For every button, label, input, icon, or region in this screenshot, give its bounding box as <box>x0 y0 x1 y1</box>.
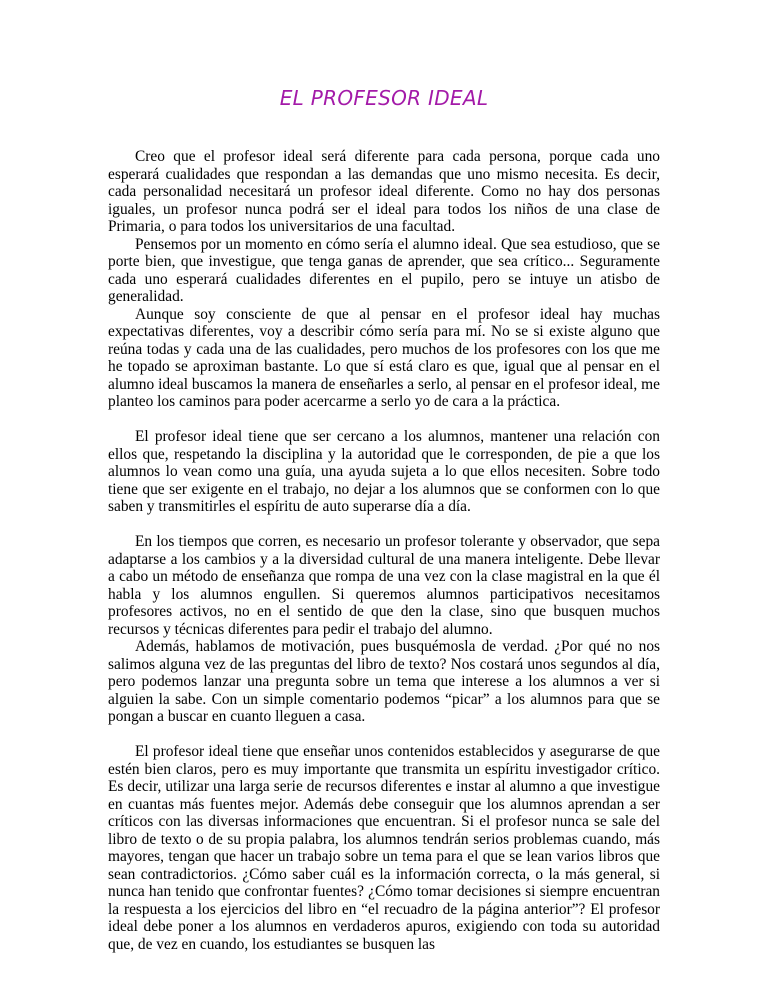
paragraph: El profesor ideal tiene que enseñar unos contenidos establecidos y asegurarse de que estén bien claros, pero es muy importante que transmita un espíritu investigador crítico. Es decir, utilizar una larga serie de recursos diferentes e instar al alumno a que investigue en cuantas más fuentes mejor. Además debe conseguir que los alumnos aprendan a ser críticos con las diversas informaciones que encuentran. Si el profesor nunca se sale del libro de texto o de su propia palabra, los alumnos tendrán serios problemas cuando, más mayores, tengan que hacer un trabajo sobre un tema para el que se lean varios libros que sean contradictorios. ¿Cómo saber cuál es la información correcta, o la más general, si nunca han tenido que confrontar fuentes? ¿Cómo tomar decisiones si siempre encuentran la respuesta a los ejercicios del libro en “el recuadro de la página anterior”? El profesor ideal debe poner a los alumnos en verdaderos apuros, exigiendo con toda su autoridad que, de vez en cuando, los estudiantes se busquen las <box>108 743 660 953</box>
paragraph: Pensemos por un momento en cómo sería el alumno ideal. Que sea estudioso, que se porte bien, que investigue, que tenga ganas de aprender, que sea crítico... Seguramente cada uno esperará cualidades diferentes en el pupilo, pero se intuye un atisbo de generalidad. <box>108 235 660 305</box>
paragraph: Creo que el profesor ideal será diferente para cada persona, porque cada uno esperará cualidades que respondan a las demandas que uno mismo necesita. Es decir, cada personalidad necesitará un profesor ideal diferente. Como no hay dos personas iguales, un profesor nunca podrá ser el ideal para todos los niños de una clase de Primaria, o para todos los universitarios de una facultad. <box>108 148 660 235</box>
paragraph: Aunque soy consciente de que al pensar en el profesor ideal hay muchas expectativas diferentes, voy a describir cómo sería para mí. No se si existe alguno que reúna todas y cada una de las cualidades, pero muchos de los profesores con los que me he topado se aproximan bastante. Lo que sí está claro es que, igual que al pensar en el alumno ideal buscamos la manera de enseñarles a serlo, al pensar en el profesor ideal, me planteo los caminos para poder acercarme a serlo yo de cara a la práctica. <box>108 305 660 410</box>
document-title: EL PROFESOR IDEAL <box>279 86 489 110</box>
paragraph: En los tiempos que corren, es necesario un profesor tolerante y observador, que sepa adaptarse a los cambios y a la diversidad cultural de una manera inteligente. Debe llevar a cabo un método de enseñanza que rompa de una vez con la clase magistral en la que él habla y los alumnos engullen. Si queremos alumnos participativos necesitamos profesores activos, no en el sentido de que den la clase, sino que busquen muchos recursos y técnicas diferentes para pedir el trabajo del alumno. <box>108 533 660 638</box>
paragraph: El profesor ideal tiene que ser cercano a los alumnos, mantener una relación con ellos que, respetando la disciplina y la autoridad que le corresponden, de pie a que los alumnos lo vean como una guía, una ayuda sujeta a lo que ellos necesiten. Sobre todo tiene que ser exigente en el trabajo, no dejar a los alumnos que se conformen con lo que saben y transmitirles el espíritu de auto superarse día a día. <box>108 428 660 515</box>
paragraph: Además, hablamos de motivación, pues busquémosla de verdad. ¿Por qué no nos salimos alguna vez de las preguntas del libro de texto? Nos costará unos segundos al día, pero podemos lanzar una pregunta sobre un tema que interese a los alumnos a ver si alguien la sabe. Con un simple comentario podemos “picar” a los alumnos para que se pongan a buscar en cuanto lleguen a casa. <box>108 638 660 725</box>
document-body <box>108 148 660 953</box>
